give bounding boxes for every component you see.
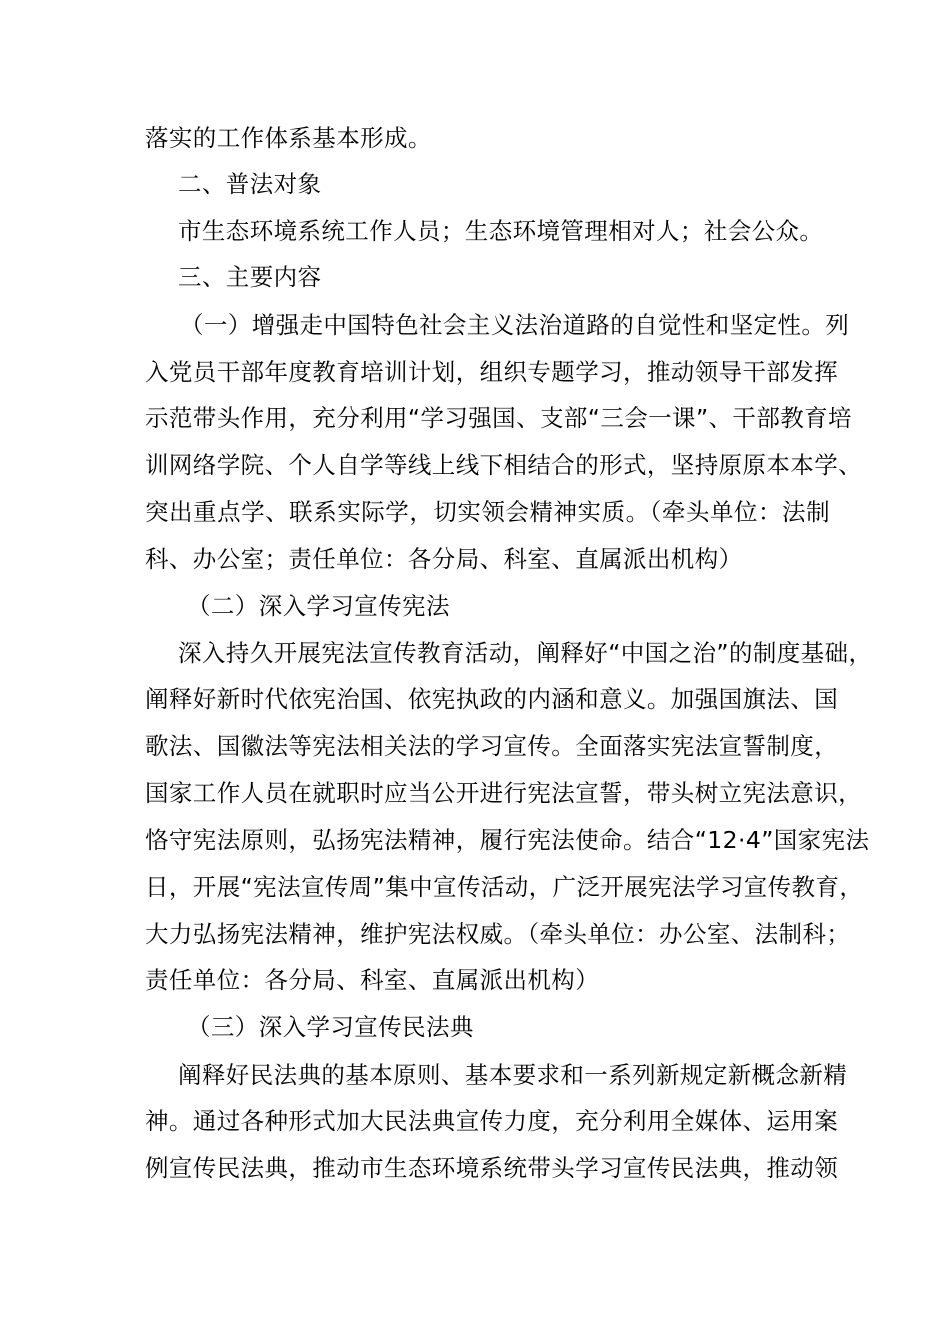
subsection-heading-2: （二）深入学习宣传宪法 bbox=[187, 592, 450, 620]
text-line-10: 科、办公室；责任单位：各分局、科室、直属派出机构） bbox=[145, 545, 743, 573]
text-line-1: 落实的工作体系基本形成。 bbox=[145, 124, 432, 152]
section-heading-2: 二、普法对象 bbox=[178, 170, 322, 198]
section-heading-3: 三、主要内容 bbox=[178, 263, 322, 291]
text-line-7: 示范带头作用，充分利用“学习强国、支部“三会一课”、干部教育培 bbox=[145, 404, 852, 432]
text-line-13: 阐释好新时代依宪治国、依宪执政的内涵和意义。加强国旗法、国 bbox=[145, 685, 839, 713]
subsection-heading-3: （三）深入学习宣传民法典 bbox=[187, 1013, 474, 1041]
text-line-14: 歌法、国徽法等宪法相关法的学习宣传。全面落实宪法宣誓制度， bbox=[145, 732, 839, 760]
text-line-15: 国家工作人员在就职时应当公开进行宪法宣誓，带头树立宪法意识， bbox=[145, 779, 862, 807]
text-line-21: 阐释好民法典的基本原则、基本要求和一系列新规定新概念新精 bbox=[178, 1061, 848, 1089]
text-line-8: 训网络学院、个人自学等线上线下相结合的形式，坚持原原本本学、 bbox=[145, 451, 862, 479]
text-line-6: 入党员干部年度教育培训计划，组织专题学习，推动领导干部发挥 bbox=[145, 358, 839, 386]
text-line-18: 大力弘扬宪法精神，维护宪法权威。（牵头单位：办公室、法制科； bbox=[145, 920, 851, 948]
text-line-16: 恪守宪法原则，弘扬宪法精神，履行宪法使命。结合“12·4”国家宪法 bbox=[145, 826, 870, 854]
text-line-23: 例宣传民法典，推动市生态环境系统带头学习宣传民法典，推动领 bbox=[145, 1154, 839, 1182]
text-line-19: 责任单位：各分局、科室、直属派出机构） bbox=[145, 966, 600, 994]
text-line-17: 日，开展“宪法宣传周”集中宣传活动，广泛开展宪法学习宣传教育， bbox=[145, 873, 864, 901]
text-line-12: 深入持久开展宪法宣传教育活动，阐释好“中国之治”的制度基础， bbox=[178, 639, 873, 667]
text-line-9: 突出重点学、联系实际学，切实领会精神实质。（牵头单位：法制 bbox=[145, 498, 830, 526]
text-line-5: （一）增强走中国特色社会主义法治道路的自觉性和坚定性。列 bbox=[180, 311, 850, 339]
text-line-22: 神。通过各种形式加大民法典宣传力度，充分利用全媒体、运用案 bbox=[145, 1107, 839, 1135]
text-line-3: 市生态环境系统工作人员；生态环境管理相对人；社会公众。 bbox=[178, 217, 824, 245]
